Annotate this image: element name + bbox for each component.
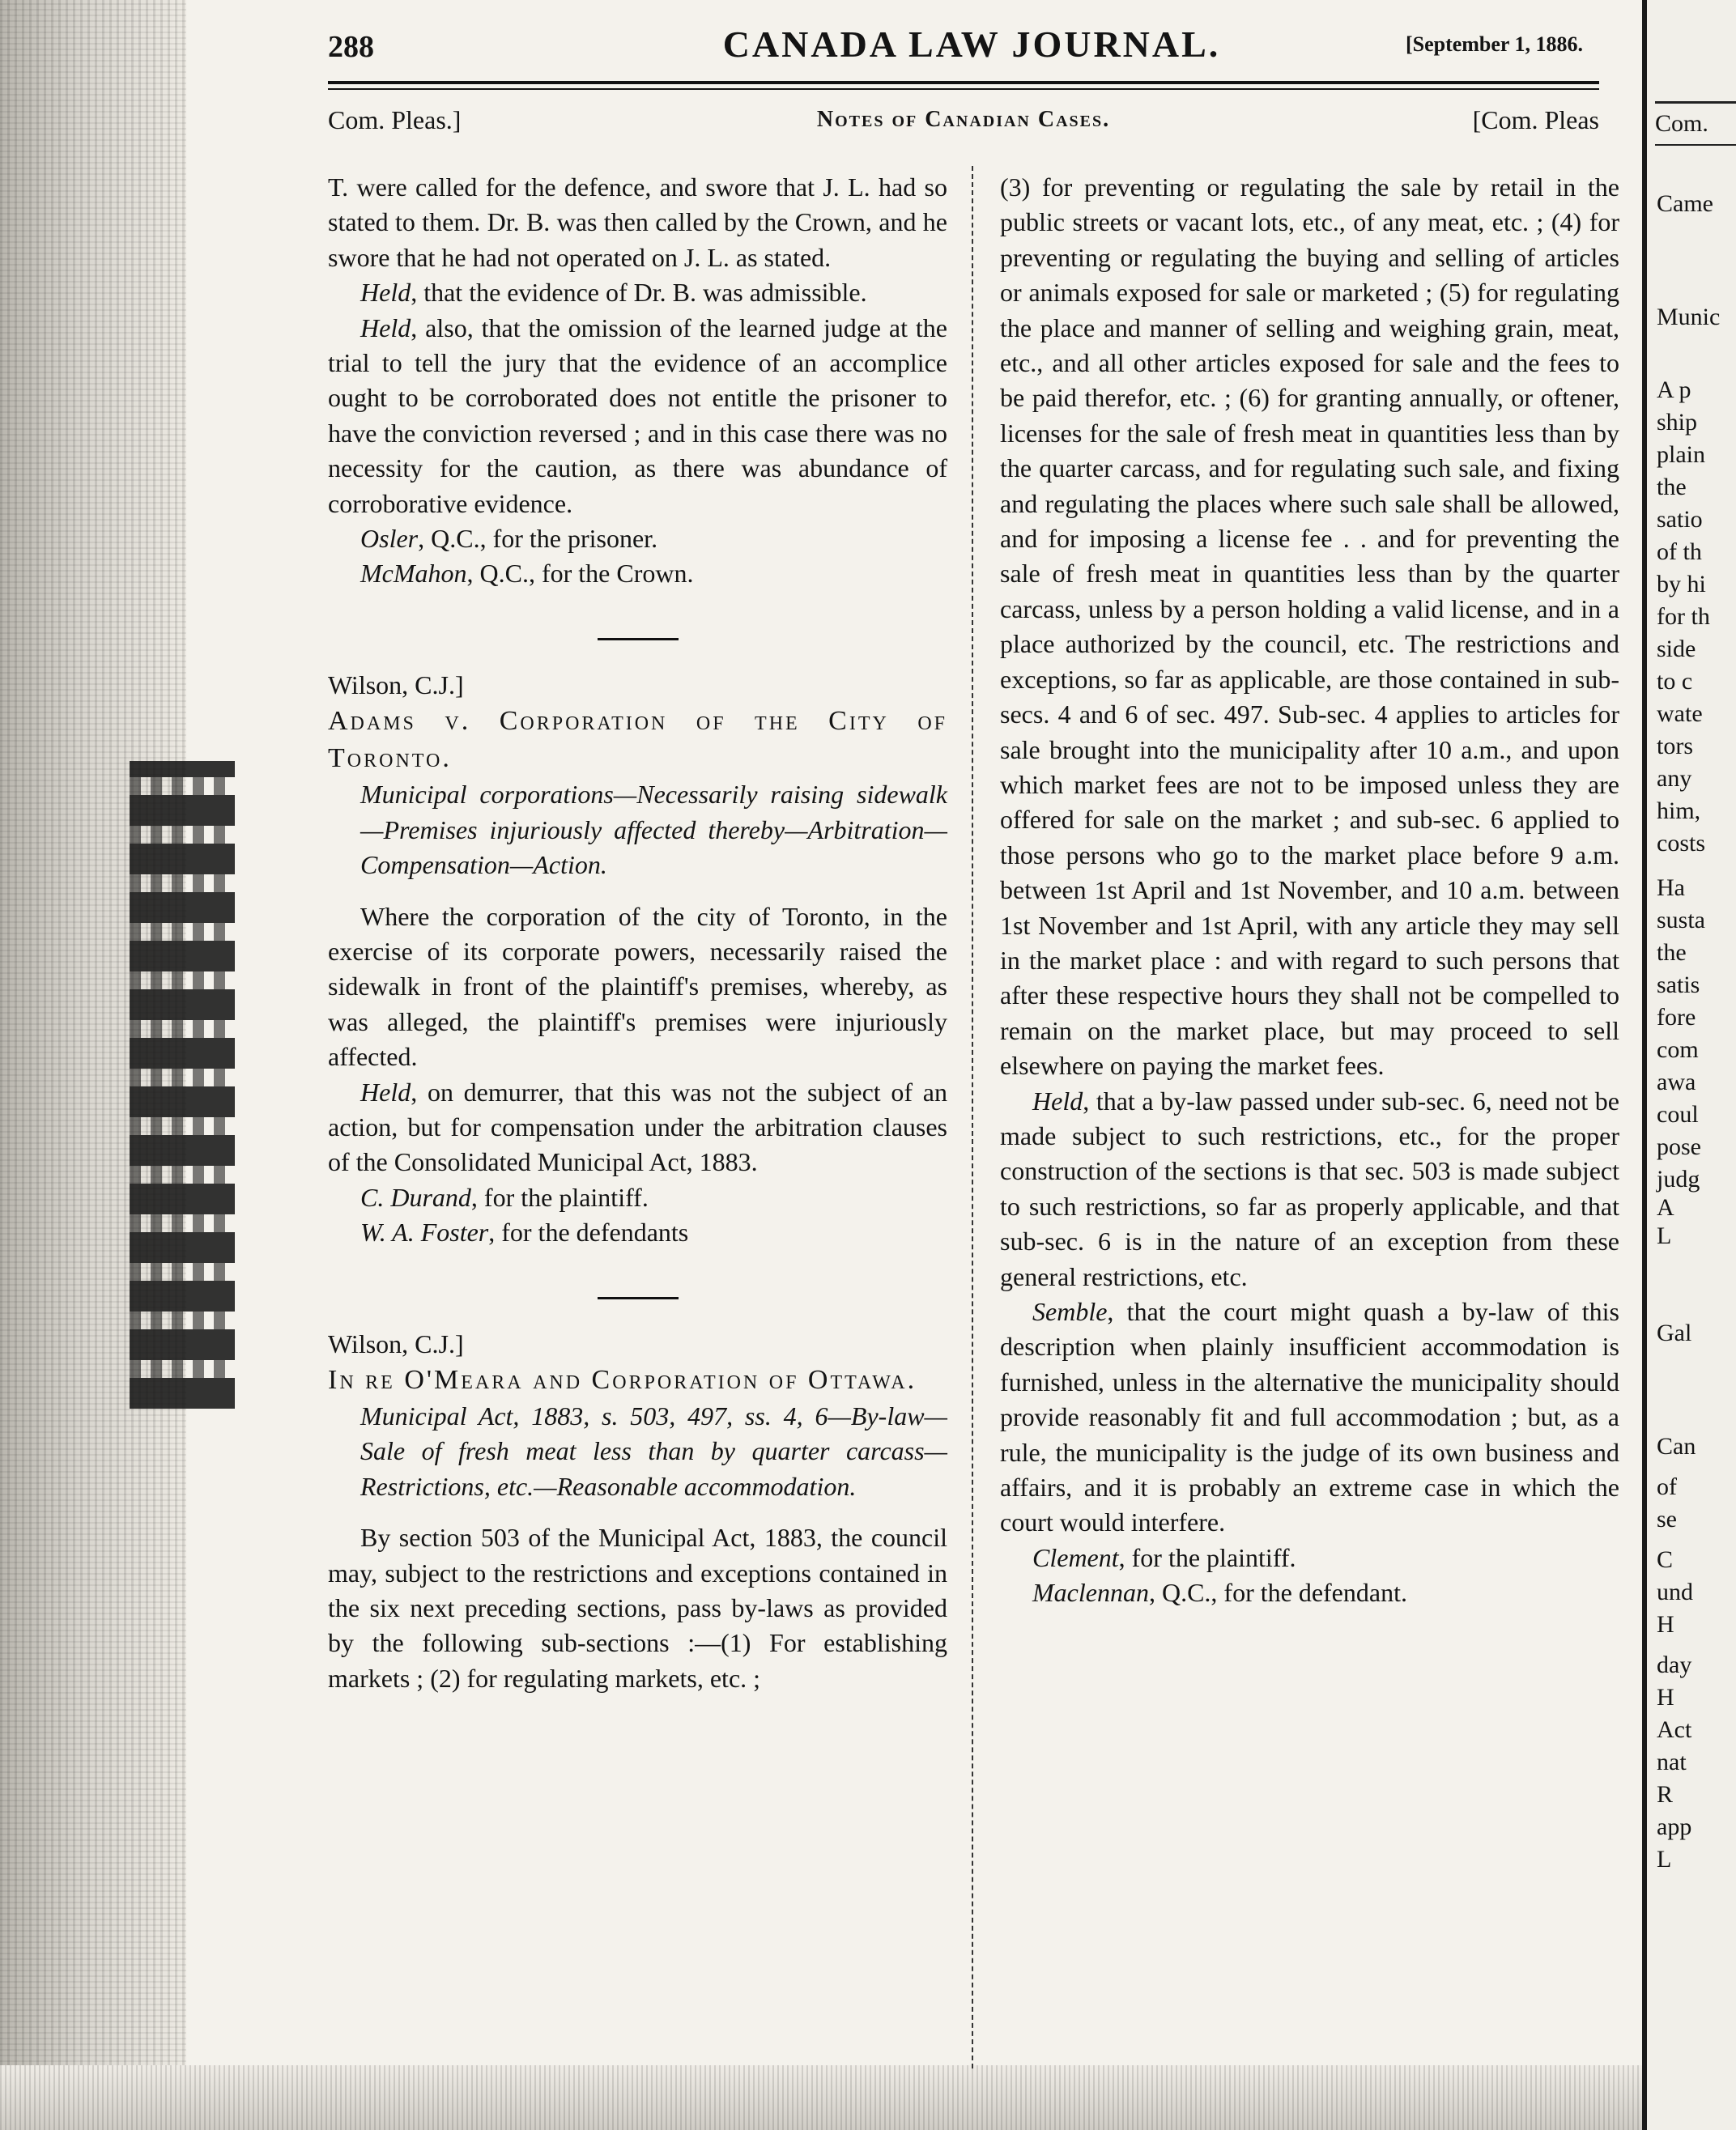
adjacent-page-line: ship: [1657, 409, 1698, 436]
left-column: [328, 170, 947, 1696]
adjacent-page-line: Can: [1657, 1433, 1696, 1460]
section-title: Notes of Canadian Cases.: [816, 107, 1111, 132]
adjacent-page-line: A: [1657, 1194, 1674, 1221]
case3-counsel-plaintiff: [1000, 1541, 1619, 1575]
adjacent-page-line: of: [1657, 1473, 1677, 1500]
case3-counsel-defendant: [1000, 1575, 1619, 1610]
adjacent-page-line: satio: [1657, 506, 1703, 533]
case2-counsel-defendants: [328, 1215, 947, 1250]
counsel-role: , for the defendants: [488, 1218, 689, 1248]
adjacent-page-line: Munic: [1657, 304, 1721, 330]
case2-held: [328, 1075, 947, 1180]
case1-counsel-crown: [328, 556, 947, 591]
adjacent-page-line: se: [1657, 1506, 1677, 1533]
counsel-name: Osler: [360, 524, 419, 554]
case3-headnote: Municipal Act, 1883, s. 503, 497, ss. 4, 6—By-law—Sale of fresh meat less than by quarter carcass—Restrictions, etc.—Reasonable accommodation.: [360, 1401, 947, 1501]
adjacent-page-line: R: [1657, 1781, 1674, 1808]
held-label: Held: [360, 1077, 411, 1107]
case2-headnote: Municipal corporations—Necessarily raising sidewalk—Premises injuriously affected thereby—Arbitration—Compensation—Action.: [360, 780, 947, 880]
case1-held-2: [328, 311, 947, 521]
adjacent-page-head: Com.: [1655, 101, 1736, 146]
held-text: , that the evidence of Dr. B. was admissible.: [411, 278, 867, 308]
case2-title: Adams v. Corporation of the City of Toronto.: [328, 706, 947, 774]
right-column: [1000, 170, 1619, 1611]
adjacent-page-line: by hi: [1657, 571, 1706, 597]
case3-paragraph: By section 503 of the Municipal Act, 1883, the council may, subject to the restrictions and exceptions contained in the six next preceding sections, pass by-laws as provided by the following sub-sections :—(1) For establishing markets ; (2) for regulating markets, etc. ;: [328, 1523, 947, 1693]
adjacent-page-line: L: [1657, 1846, 1672, 1873]
header-rule-thick: [328, 81, 1599, 84]
case3-held: [1000, 1084, 1619, 1295]
adjacent-page-line: judg: [1657, 1166, 1700, 1193]
journal-page: [328, 0, 1619, 2105]
adjacent-page-line: the: [1657, 939, 1687, 966]
semble-text: , that the court might quash a by-law of this description when plainly insufficient accommodation is furnished, unless in the alternative the municipality should provide reasonably fit and full accommodation ; but, as a rule, the municipality is the judge of its own business and affairs, and it is probably an extreme case in which the court would interfere.: [1000, 1297, 1619, 1537]
counsel-name: Maclennan: [1032, 1578, 1149, 1608]
court-label-left: Com. Pleas.]: [328, 105, 462, 134]
counsel-role: , Q.C., for the defendant.: [1148, 1578, 1407, 1608]
journal-title: CANADA LAW JOURNAL.: [722, 23, 1221, 65]
adjacent-page-line: coul: [1657, 1101, 1699, 1128]
counsel-name: McMahon: [360, 559, 467, 589]
counsel-role: , for the plaintiff.: [1118, 1542, 1296, 1572]
counsel-name: C. Durand: [360, 1182, 471, 1212]
adjacent-page-line: H: [1657, 1611, 1674, 1638]
adjacent-page-line: awa: [1657, 1069, 1696, 1095]
court-label-right: [Com. Pleas: [1472, 105, 1599, 134]
adjacent-page-line: com: [1657, 1036, 1699, 1063]
adjacent-page-line: Ha: [1657, 874, 1685, 901]
adjacent-page-line: L: [1657, 1222, 1672, 1249]
adjacent-page-line: fore: [1657, 1004, 1696, 1031]
adjacent-page-line: H: [1657, 1684, 1674, 1711]
case2-judge: Wilson, C.J.]: [328, 670, 464, 699]
held-text: , that a by-law passed under sub-sec. 6, need not be made subject to such restrictions, etc., for the proper construction of the sections is that sec. 503 is made subject to such restrictions, so far as properly applicable, and that sub-sec. 6 is in the nature of an exception from these general restrictions, etc.: [1000, 1086, 1619, 1291]
held-label: Held: [360, 312, 411, 342]
counsel-role: , Q.C., for the Crown.: [466, 559, 694, 589]
case3-semble: [1000, 1295, 1619, 1541]
case1-held-1: [328, 275, 947, 310]
case3-title: In re O'Meara and Corporation of Ottawa.: [328, 1364, 917, 1395]
adjacent-page-line: day: [1657, 1652, 1692, 1678]
held-label: Held: [1032, 1086, 1083, 1116]
adjacent-page-line: costs: [1657, 830, 1705, 857]
case1-paragraph: T. were called for the defence, and swore that J. L. had so stated to them. Dr. B. was then called by the Crown, and he swore that he had not operated on J. L. as stated.: [328, 172, 947, 272]
adjacent-page-line: und: [1657, 1579, 1693, 1605]
header-rule-thin: [328, 88, 1599, 90]
case-divider: [598, 1297, 679, 1299]
adjacent-page-line: satis: [1657, 971, 1700, 998]
scan-edge-left: [0, 0, 186, 2130]
spacer: [328, 592, 947, 627]
spacer: [328, 1251, 947, 1286]
adjacent-page-line: app: [1657, 1813, 1692, 1840]
held-text: , also, that the omission of the learned judge at the trial to tell the jury that the evidence of an accomplice ought to be corroborated does not entitle the prisoner to have the conviction reversed ; and in this case there was no necessity for the caution, as there was abundance of corroborative evidence.: [328, 312, 947, 518]
page-number: 288: [328, 30, 374, 64]
scan-bleed-artifact: [130, 761, 235, 1409]
statute-paragraph: (3) for preventing or regulating the sale by retail in the public streets or vacant lots, etc., of any meat, etc. ; (4) for preventing or regulating the buying and selling of articles or animals exposed for sale or marketed ; (5) for regulating the place and manner of selling and weighing grain, meat, etc., and all other articles exposed for sale and the fees to be paid therefor, etc. ; (6) for granting annually, or oftener, licenses for the sale of fresh meat in quantities less than by the quarter carcass, and for regulating such sale, and fixing and regulating the places where such sale shall be allowed, and for imposing a license fee . . and for preventing the sale of fresh meat in quantities less than by the quarter carcass, unless by a person holding a valid license, and in a place authorized by the council, etc. The restrictions and exceptions, so far as applicable, are those contained in sub-secs. 4 and 6 of sec. 497. Sub-sec. 4 applies to articles for sale brought into the municipality after 10 a.m., and upon which market fees are not to be imposed unless they are offered for sale on the market ; and sub-sec. 6 applied to those persons who go to the market place before 9 a.m. between 1st April and 1st November, and 10 a.m. between 1st November and 1st April, with any article they may sell in the market place : and with regard to such persons that after these respective hours they shall not be compelled to remain on the market place, but may proceed to sell elsewhere on paying the market fees.: [1000, 172, 1619, 1081]
adjacent-page-line: any: [1657, 765, 1692, 792]
adjacent-page-line: him,: [1657, 797, 1701, 824]
running-head: [328, 23, 1615, 79]
case-divider: [598, 638, 679, 640]
adjacent-page-line: pose: [1657, 1133, 1701, 1160]
adjacent-page-line: Came: [1657, 190, 1713, 217]
adjacent-page-line: Act: [1657, 1716, 1692, 1743]
case1-counsel-prisoner: [328, 521, 947, 556]
adjacent-page-line: to c: [1657, 668, 1693, 695]
issue-date: [September 1, 1886.: [1405, 32, 1583, 56]
case2-counsel-plaintiff: [328, 1180, 947, 1215]
adjacent-page-line: side: [1657, 636, 1696, 662]
semble-label: Semble: [1032, 1297, 1108, 1326]
adjacent-page-line: C: [1657, 1546, 1674, 1573]
counsel-role: , for the plaintiff.: [470, 1182, 649, 1212]
counsel-name: W. A. Foster: [360, 1218, 489, 1248]
adjacent-page-line: A p: [1657, 376, 1691, 403]
counsel-name: Clement: [1032, 1542, 1119, 1572]
section-head: [328, 105, 1599, 141]
column-divider: [972, 166, 973, 2068]
adjacent-page-line: plain: [1657, 441, 1705, 468]
adjacent-page-line: tors: [1657, 733, 1693, 759]
counsel-role: , Q.C., for the prisoner.: [418, 524, 658, 554]
adjacent-page-line: the: [1657, 474, 1687, 500]
adjacent-page-line: susta: [1657, 907, 1705, 933]
adjacent-page-line: nat: [1657, 1749, 1687, 1775]
adjacent-page-line: Gal: [1657, 1320, 1692, 1346]
adjacent-page-line: wate: [1657, 700, 1703, 727]
adjacent-page-line: of th: [1657, 538, 1702, 565]
case3-judge: Wilson, C.J.]: [328, 1329, 464, 1358]
held-text: , on demurrer, that this was not the subject of an action, but for compensation under the arbitration clauses of the Consolidated Municipal Act, 1883.: [328, 1077, 947, 1177]
case2-paragraph: Where the corporation of the city of Toronto, in the exercise of its corporate powers, necessarily raised the sidewalk in front of the plaintiff's premises, whereby, as was alleged, the plaintiff's premises were injuriously affected.: [328, 901, 947, 1072]
held-label: Held: [360, 278, 411, 308]
adjacent-page-fragment: [1642, 0, 1736, 2130]
adjacent-page-line: for th: [1657, 603, 1710, 630]
